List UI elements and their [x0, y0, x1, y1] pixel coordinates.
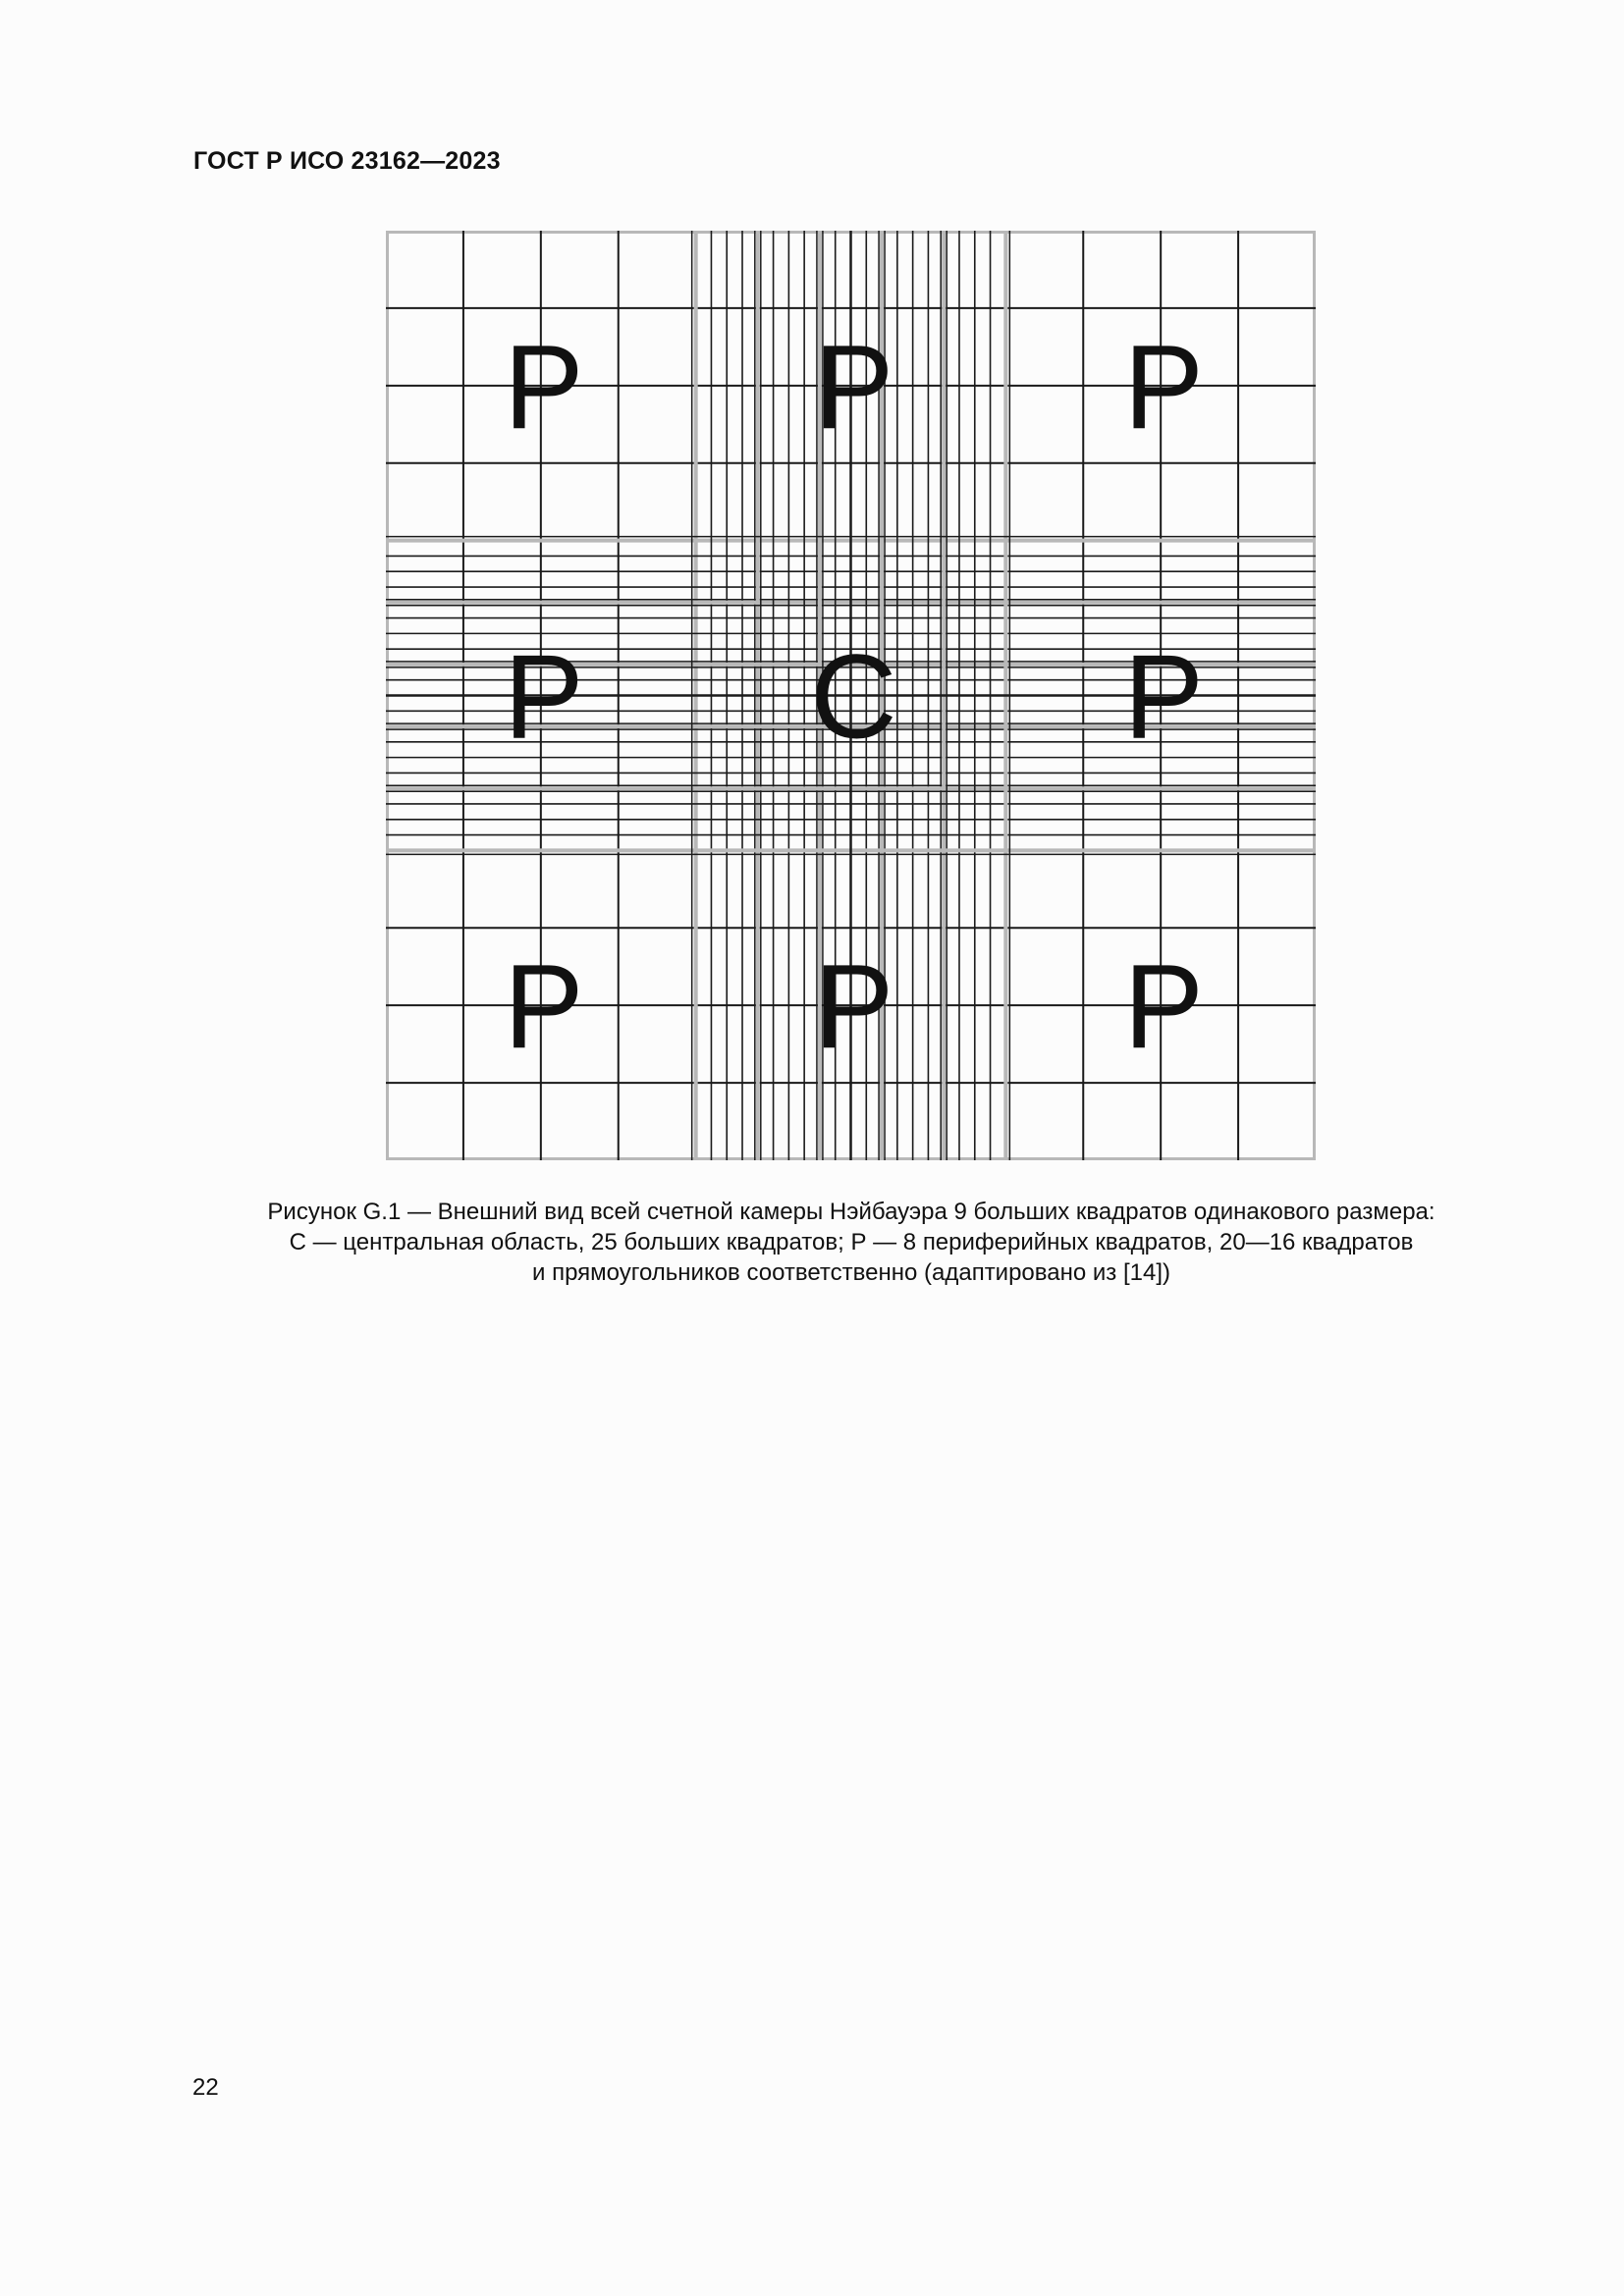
region-label-5: C [810, 629, 897, 764]
neubauer-chamber-figure [386, 231, 1316, 1160]
caption-line-1: Рисунок G.1 — Внешний вид всей счетной камеры Нэйбауэра 9 больших квадратов одинакового размера: [267, 1199, 1435, 1225]
region-label-2: P [813, 319, 894, 454]
caption-line-3: и прямоугольников соответственно (адаптировано из [14]) [532, 1259, 1170, 1286]
document-header: ГОСТ Р ИСО 23162—2023 [193, 147, 501, 175]
region-label-6: P [1123, 629, 1204, 764]
region-label-9: P [1123, 939, 1204, 1074]
region-label-7: P [504, 939, 584, 1074]
region-label-4: P [504, 629, 584, 764]
region-label-8: P [813, 939, 894, 1074]
figure-caption [196, 1197, 1506, 1288]
page-number: 22 [192, 2074, 219, 2101]
region-label-3: P [1123, 319, 1204, 454]
region-label-1: P [504, 319, 584, 454]
caption-line-2: С — центральная область, 25 больших квадратов; Р — 8 периферийных квадратов, 20—16 квадратов [289, 1229, 1414, 1255]
counting-chamber-grid [386, 231, 1316, 1160]
